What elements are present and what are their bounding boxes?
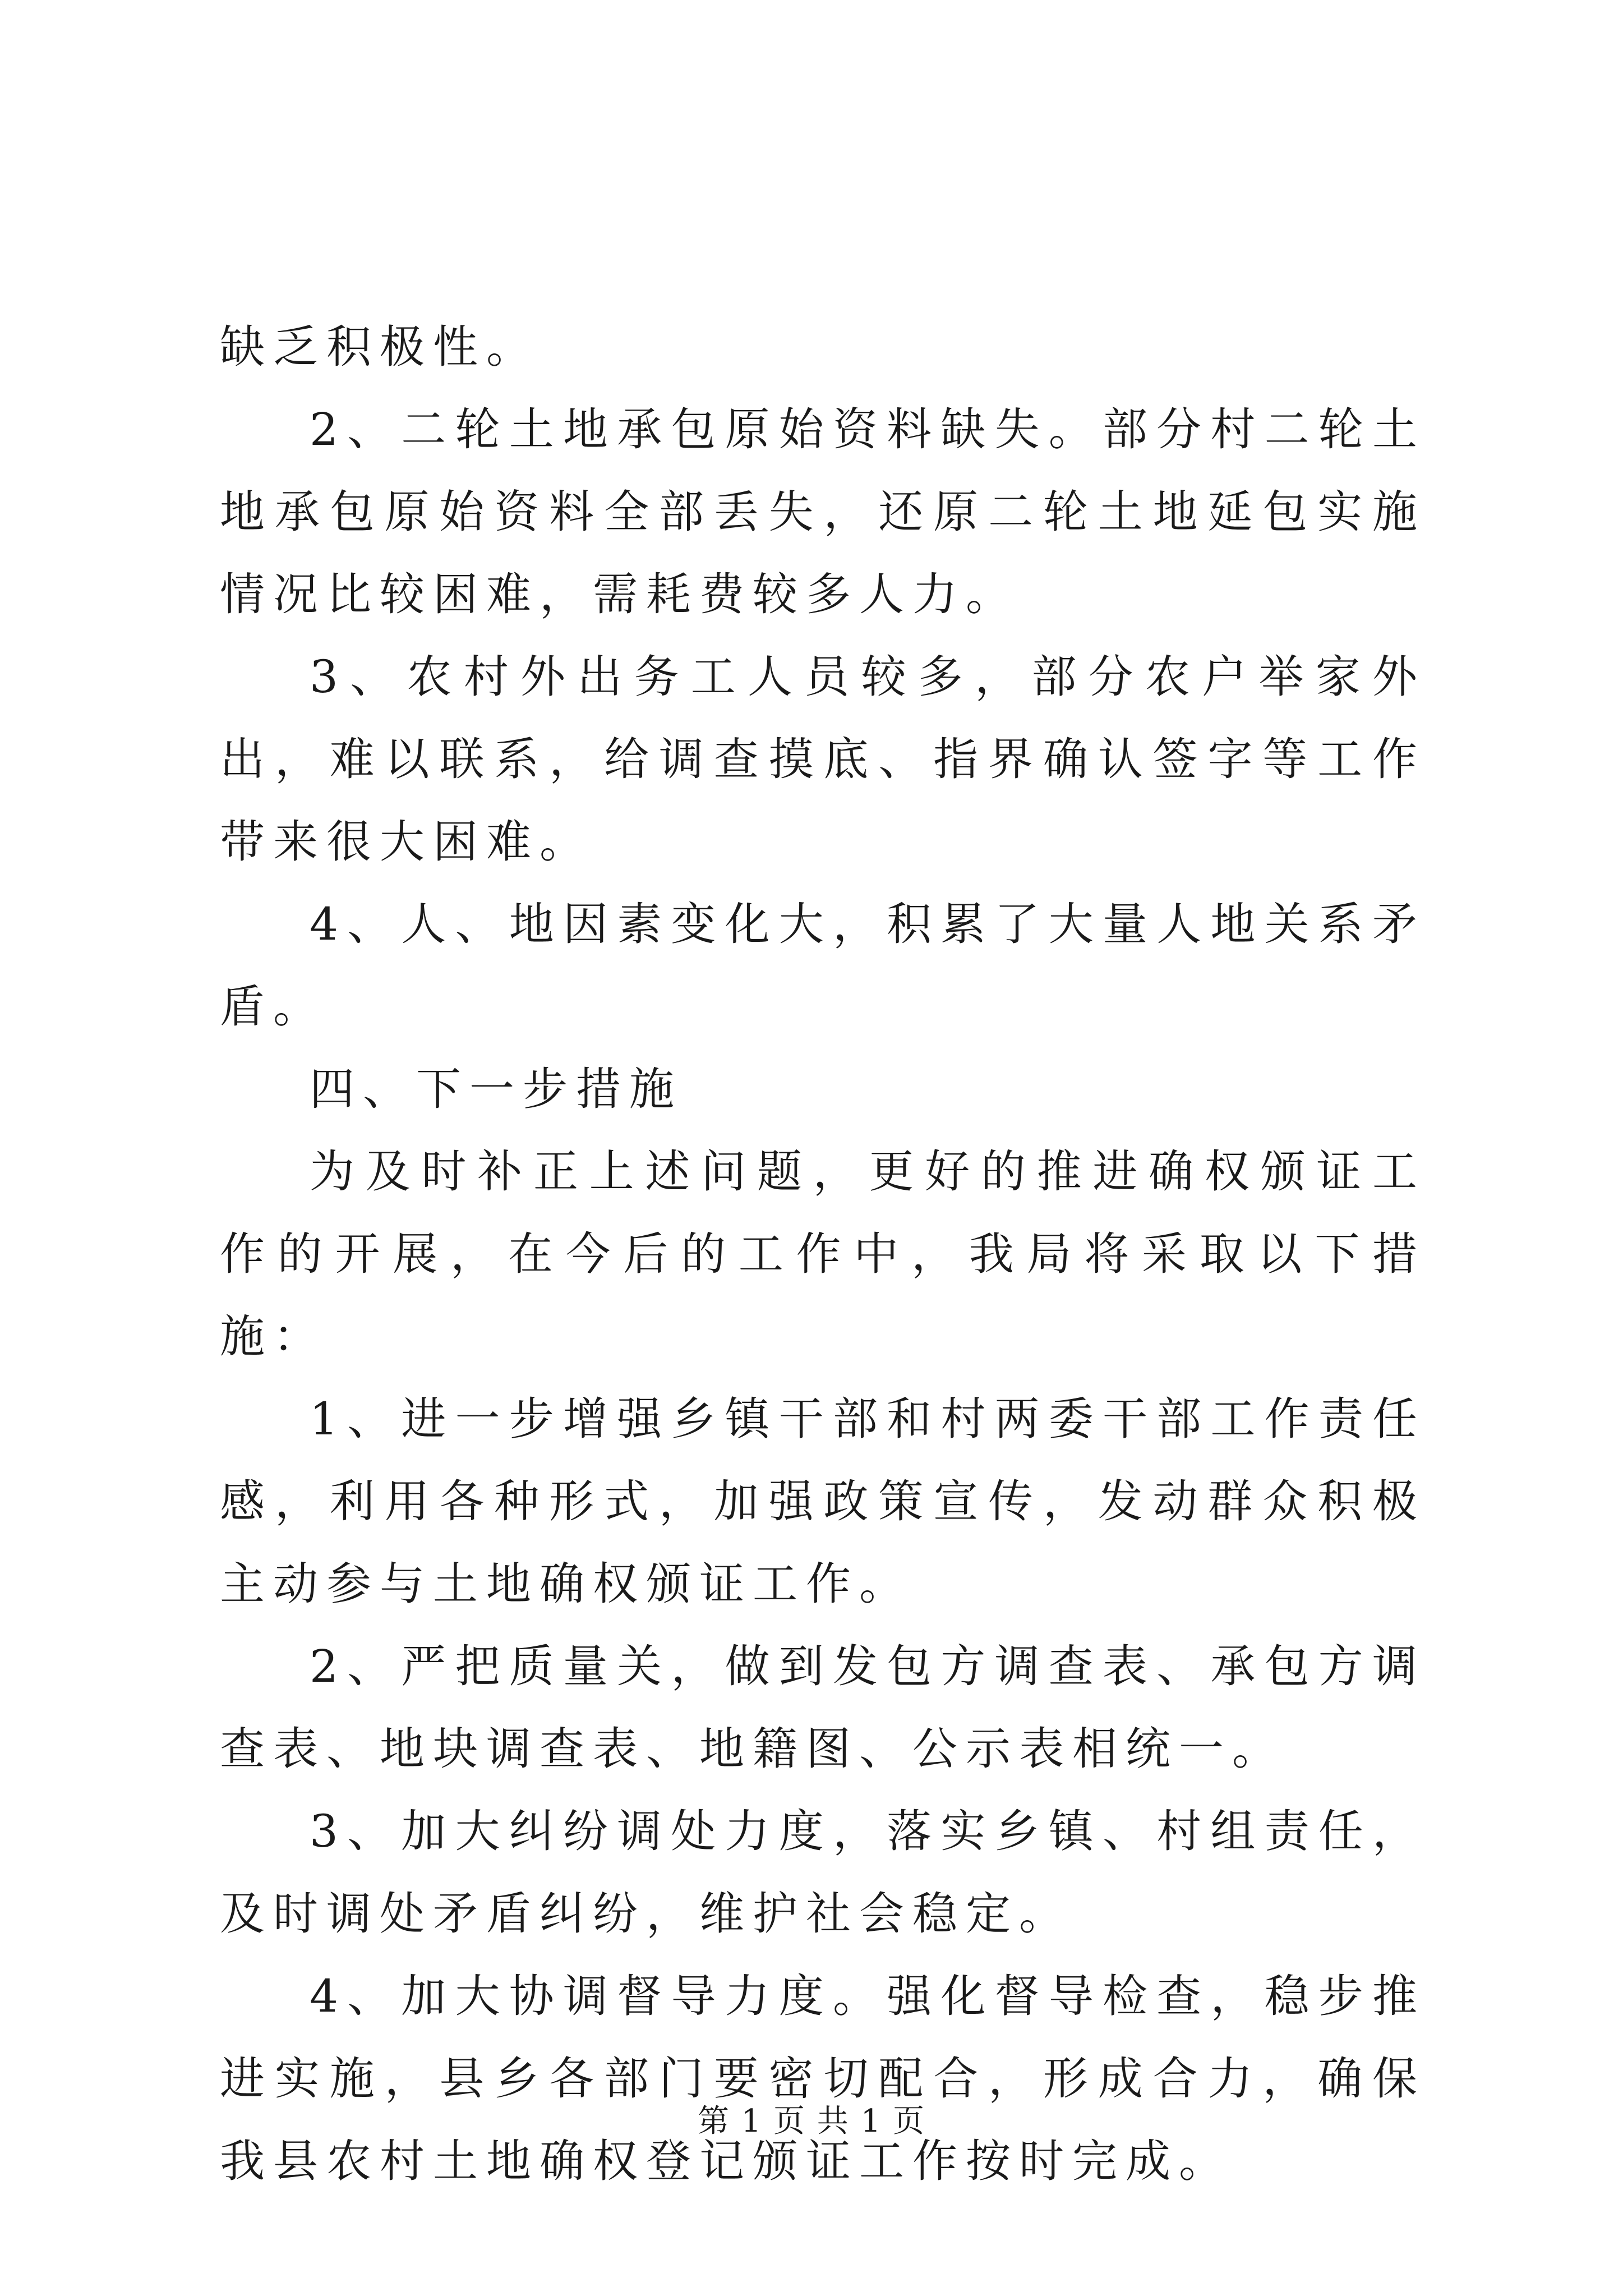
section-heading-next-steps: 四、下一步措施 — [310, 1063, 683, 1115]
paragraph-measure-2: 2、严把质量关，做到发包方调查表、承包方调查表、地块调查表、地籍图、公示表相统一。 — [220, 1640, 1426, 1775]
page-number-footer: 第 1 页 共 1 页 — [697, 2103, 926, 2139]
paragraph-issue-2: 2、二轮土地承包原始资料缺失。部分村二轮土地承包原始资料全部丢失，还原二轮土地延包实施情况比较困难，需耗费较多人力。 — [220, 403, 1426, 620]
paragraph-issue-4: 4、人、地因素变化大，积累了大量人地关系矛盾。 — [220, 898, 1426, 1033]
document-body — [220, 306, 1426, 2202]
paragraph-measure-1: 1、进一步增强乡镇干部和村两委干部工作责任感，利用各种形式，加强政策宣传，发动群众积极主动参与土地确权颁证工作。 — [220, 1393, 1426, 1610]
paragraph-issue-3: 3、农村外出务工人员较多，部分农户举家外出，难以联系，给调查摸底、指界确认签字等工作带来很大困难。 — [220, 651, 1426, 868]
paragraph-measure-3: 3、加大纠纷调处力度，落实乡镇、村组责任，及时调处矛盾纠纷，维护社会稳定。 — [220, 1805, 1426, 1940]
paragraph-measure-4: 4、加大协调督导力度。强化督导检查，稳步推进实施，县乡各部门要密切配合，形成合力，确保我县农村土地确权登记颁证工作按时完成。 — [220, 1970, 1426, 2187]
paragraph-continuation: 缺乏积极性。 — [220, 321, 540, 373]
paragraph-measures-intro: 为及时补正上述问题，更好的推进确权颁证工作的开展，在今后的工作中，我局将采取以下措施： — [220, 1145, 1426, 1363]
